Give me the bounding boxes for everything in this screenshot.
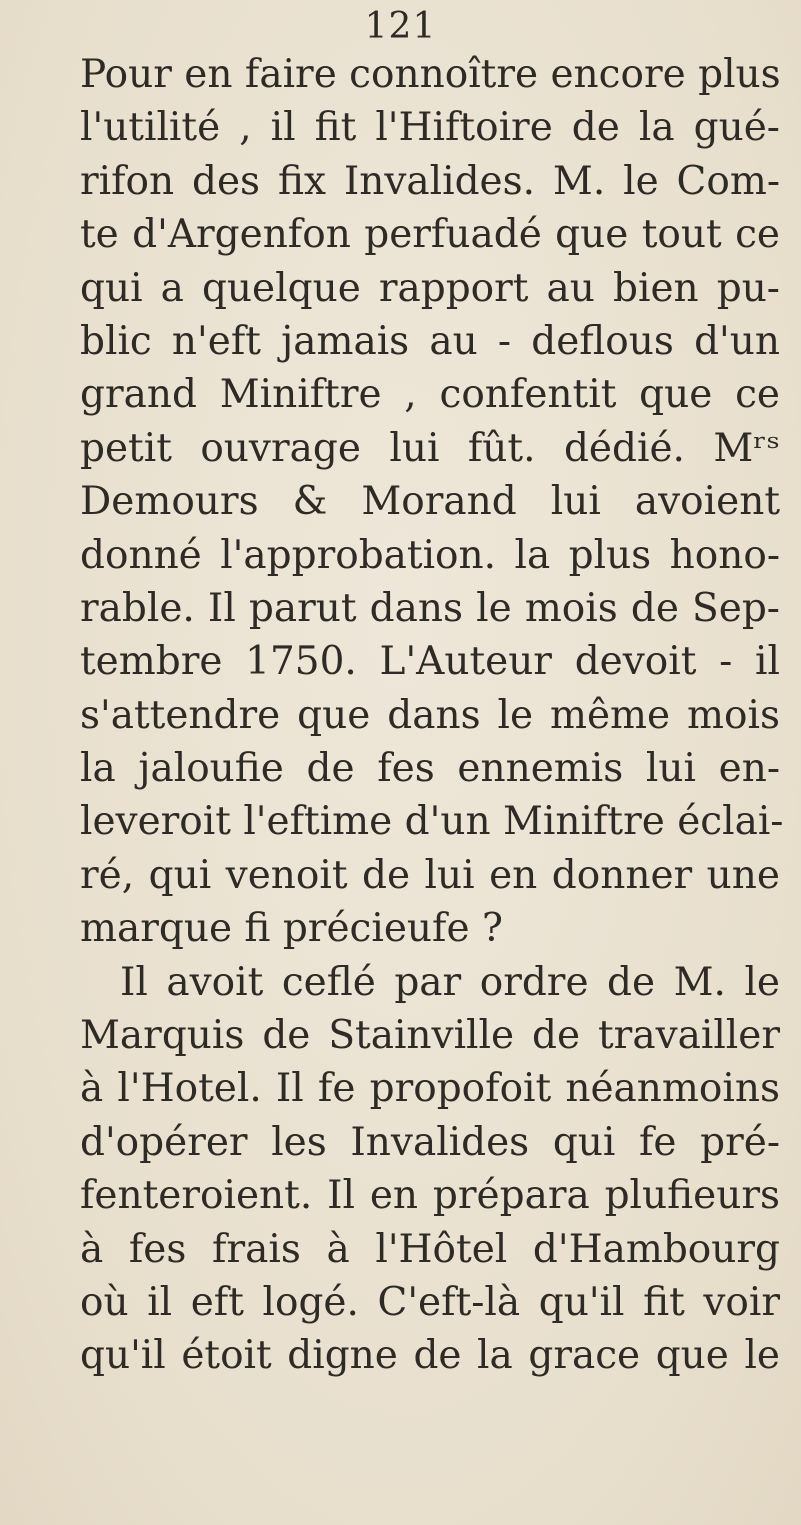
text-line: où il eft logé. C'eft-là qu'il fit voir (80, 1279, 780, 1325)
text-line: petit ouvrage lui fût. dédié. Mʳˢ (80, 425, 780, 471)
paragraph-start-line: Il avoit ceflé par ordre de M. le (120, 959, 780, 1005)
paragraph-end-line: marque fi précieufe ? (80, 906, 503, 952)
text-line: blic n'eft jamais au - deflous d'un (80, 318, 780, 364)
text-line: Marquis de Stainville de travailler (80, 1013, 780, 1059)
text-line: rifon des fix Invalides. M. le Com- (80, 158, 780, 204)
text-line: te d'Argenfon perfuadé que tout ce (80, 212, 780, 258)
body-text (80, 48, 784, 1383)
text-line: tembre 1750. L'Auteur devoit - il (80, 639, 780, 685)
text-line: qu'il étoit digne de la grace que le (80, 1333, 780, 1379)
text-line: Demours & Morand lui avoient (80, 479, 780, 525)
text-line: ré, qui venoit de lui en donner une (80, 852, 780, 898)
text-line: donné l'approbation. la plus hono- (80, 532, 780, 578)
text-line: rable. Il parut dans le mois de Sep- (80, 585, 780, 631)
text-line: à fes frais à l'Hôtel d'Hambourg (80, 1226, 780, 1272)
text-line: l'utilité , il fit l'Hiftoire de la gué- (80, 105, 780, 151)
text-line: qui a quelque rapport au bien pu- (80, 265, 780, 311)
text-line: leveroit l'eftime d'un Miniftre éclai- (80, 799, 784, 845)
text-line: s'attendre que dans le même mois (80, 692, 780, 738)
page-number: 121 (364, 6, 437, 47)
text-line: d'opérer les Invalides qui fe pré- (80, 1119, 780, 1165)
text-line: grand Miniftre , confentit que ce (80, 372, 780, 418)
text-line: fenteroient. Il en prépara plufieurs (80, 1173, 780, 1219)
text-line: à l'Hotel. Il fe propofoit néanmoins (80, 1066, 780, 1112)
text-line: Pour en faire connoître encore plus (80, 52, 781, 97)
text-line: la jaloufie de fes ennemis lui en- (80, 746, 780, 792)
